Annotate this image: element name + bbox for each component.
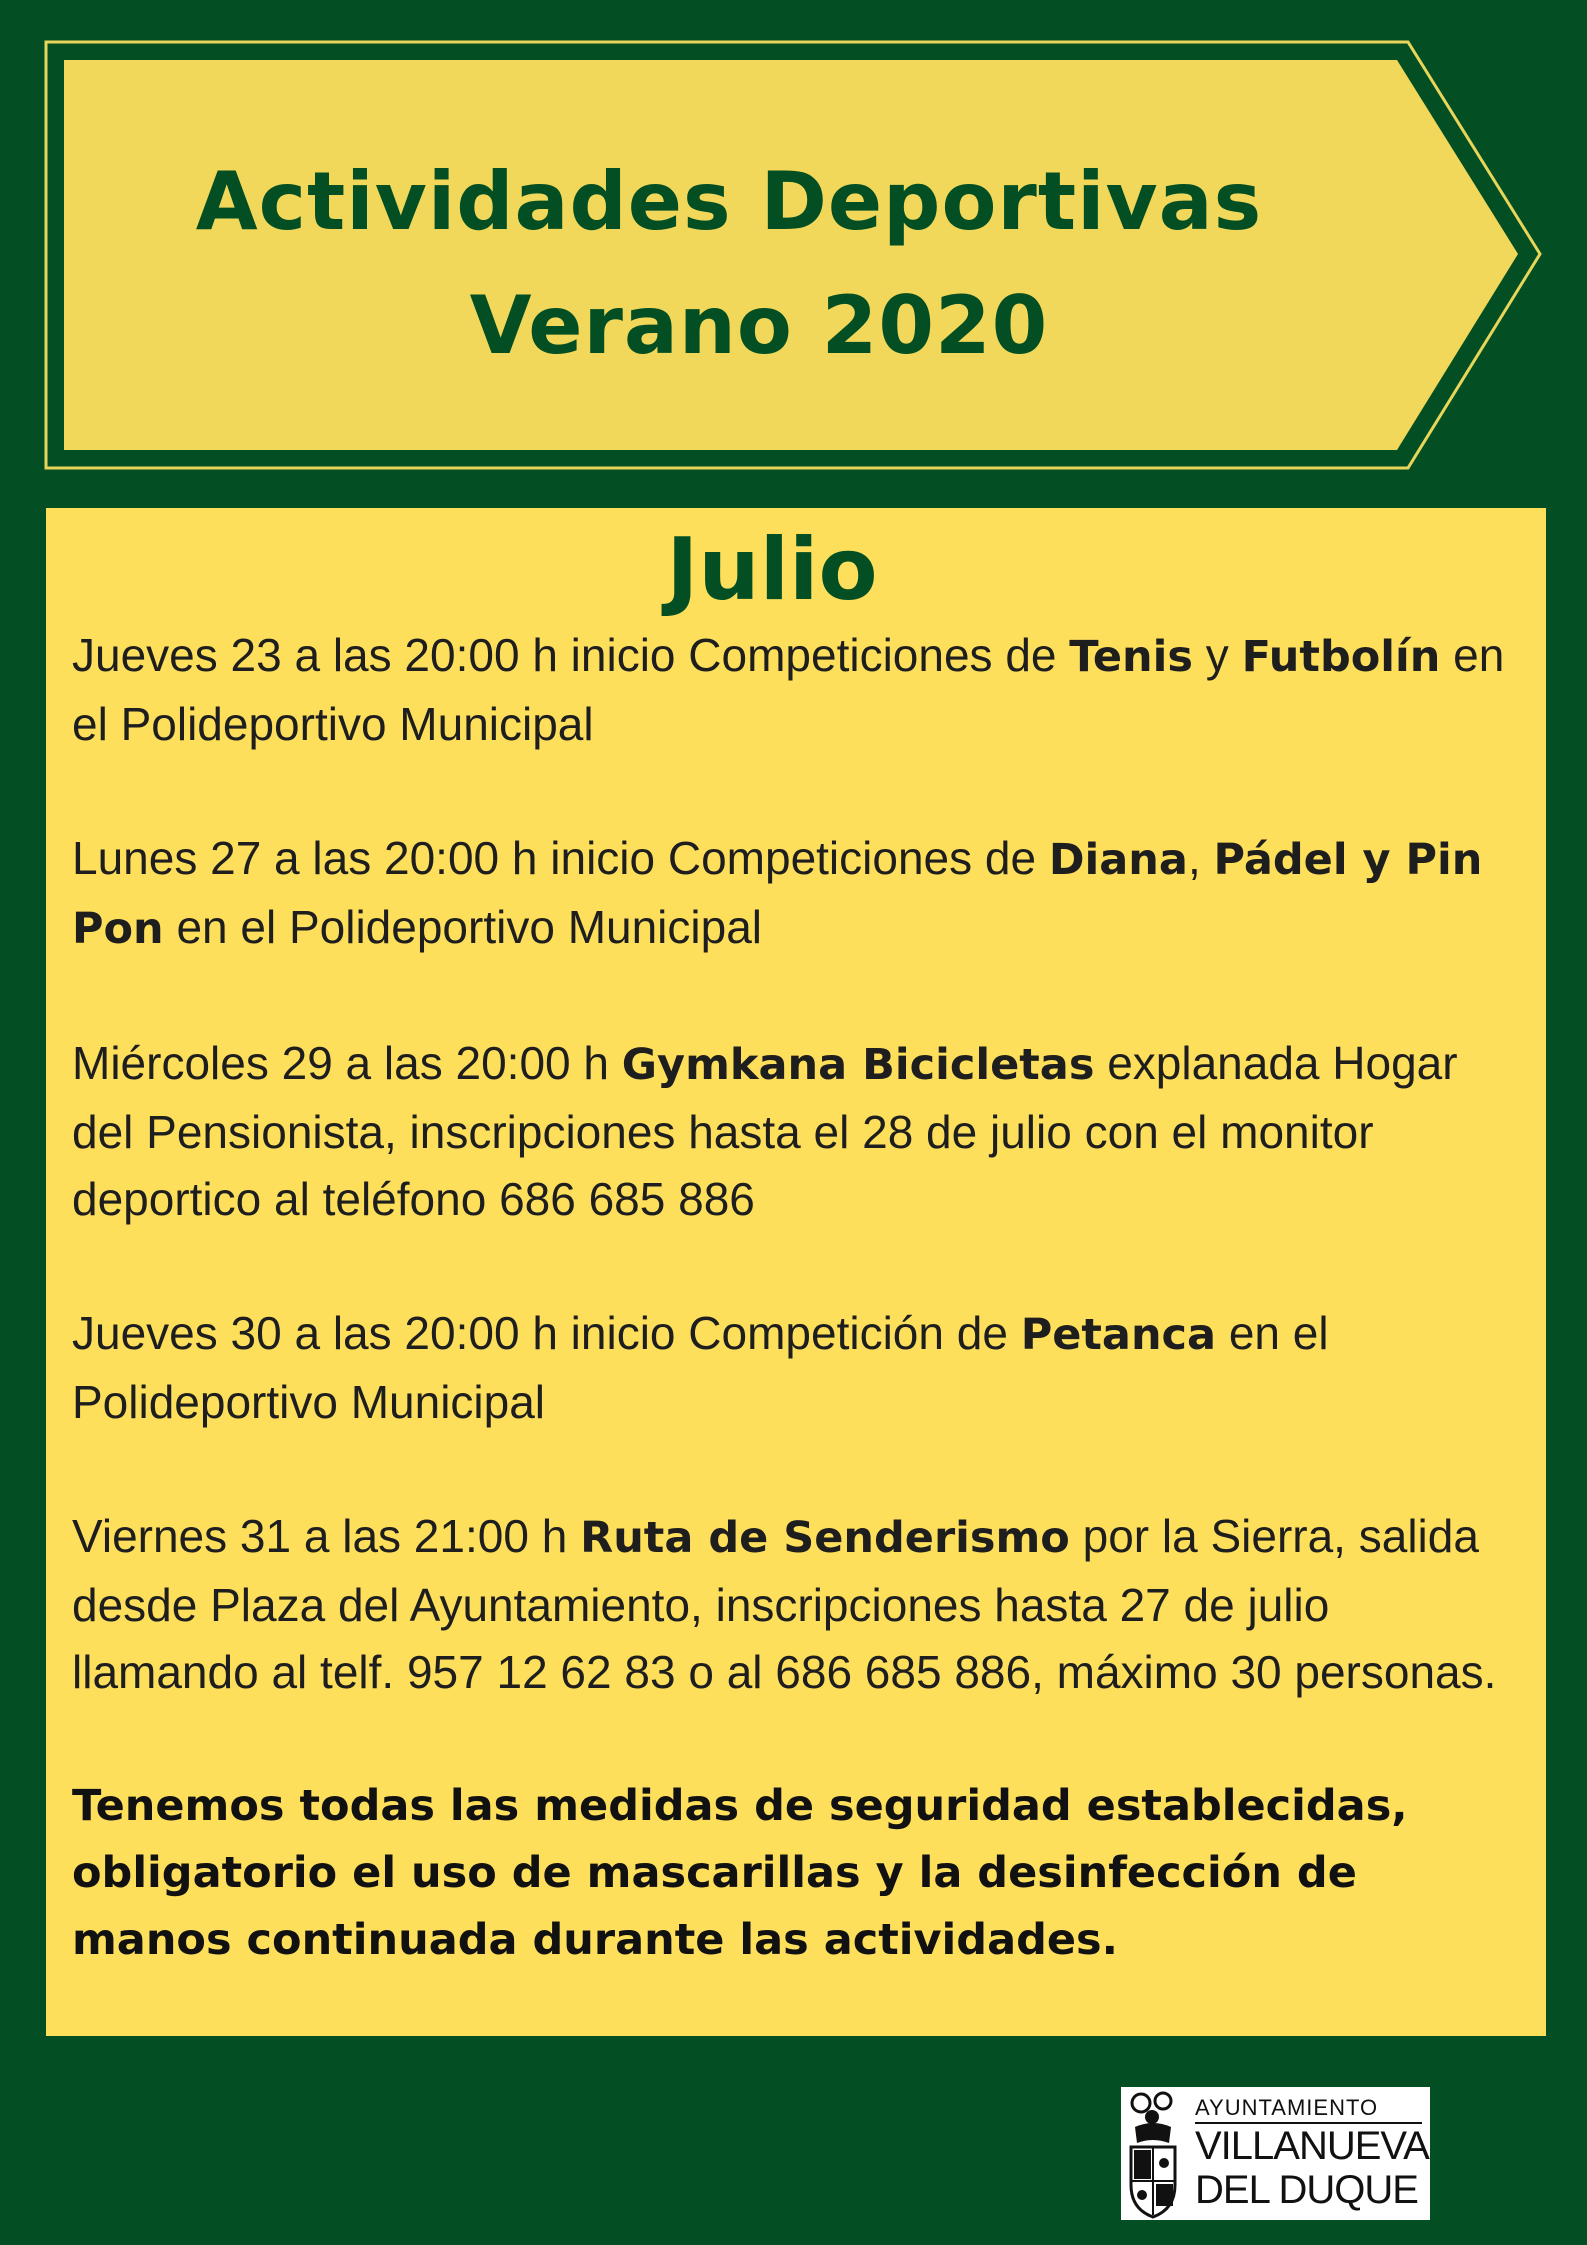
event-text: Viernes 31 a las 21:00 h	[72, 1510, 581, 1562]
title-banner	[44, 40, 1544, 470]
event-text: en el Polideportivo Municipal	[72, 1307, 1329, 1428]
event-text: en el Polideportivo Municipal	[72, 629, 1505, 750]
event-text: Miércoles 29 a las 20:00 h	[72, 1037, 622, 1089]
event-item-petanca	[72, 1300, 1526, 1436]
month-heading: Julio	[666, 520, 878, 620]
title-line-1: Actividades Deportivas	[195, 155, 1263, 248]
event-item-gymkana	[72, 1030, 1526, 1233]
event-text: ,	[1187, 832, 1214, 884]
event-text: Jueves 30 a las 20:00 h inicio Competición de	[72, 1307, 1021, 1359]
event-sport: Tenis	[1069, 632, 1193, 682]
logo-line-villanueva: VILLANUEVA	[1195, 2123, 1429, 2168]
title-line-2: Verano 2020	[469, 279, 1049, 372]
event-text: explanada Hogar del Pensionista, inscripciones hasta el 28 de julio con el monitor deportico al teléfono 686 685 886	[72, 1037, 1458, 1225]
event-sport: Diana	[1048, 835, 1188, 885]
event-text: Jueves 23 a las 20:00 h inicio Competiciones de	[72, 629, 1070, 681]
activities-panel	[46, 508, 1546, 2036]
event-text: en el Polideportivo Municipal	[163, 901, 763, 953]
event-sport: Futbolín	[1241, 632, 1441, 682]
event-sport: Pádel y Pin Pon	[72, 835, 1483, 954]
safety-notice: Tenemos todas las medidas de seguridad establecidas, obligatorio el uso de mascarillas y la desinfección de manos continuada durante las actividades.	[72, 1781, 1408, 1965]
logo-line-ayuntamiento: AYUNTAMIENTO	[1195, 2096, 1422, 2124]
event-item-tenis-futbolin	[72, 622, 1526, 758]
event-sport: Gymkana Bicicletas	[621, 1040, 1095, 1090]
event-item-diana-padel	[72, 825, 1526, 963]
logo-line-del-duque: DEL DUQUE	[1195, 2167, 1418, 2212]
event-sport: Ruta de Senderismo	[580, 1513, 1070, 1563]
municipality-logo	[1121, 2087, 1430, 2220]
event-text: Lunes 27 a las 20:00 h inicio Competiciones de	[72, 832, 1049, 884]
event-item-senderismo	[72, 1503, 1526, 1706]
logo-text	[1185, 2087, 1430, 2220]
page-title	[84, 140, 1454, 388]
event-text: y	[1193, 629, 1242, 681]
event-sport: Petanca	[1020, 1310, 1217, 1360]
coat-of-arms-icon	[1121, 2087, 1185, 2220]
event-text: por la Sierra, salida desde Plaza del Ayuntamiento, inscripciones hasta 27 de julio llamando al telf. 957 12 62 83 o al 686 685 886, máximo 30 personas.	[72, 1510, 1497, 1698]
